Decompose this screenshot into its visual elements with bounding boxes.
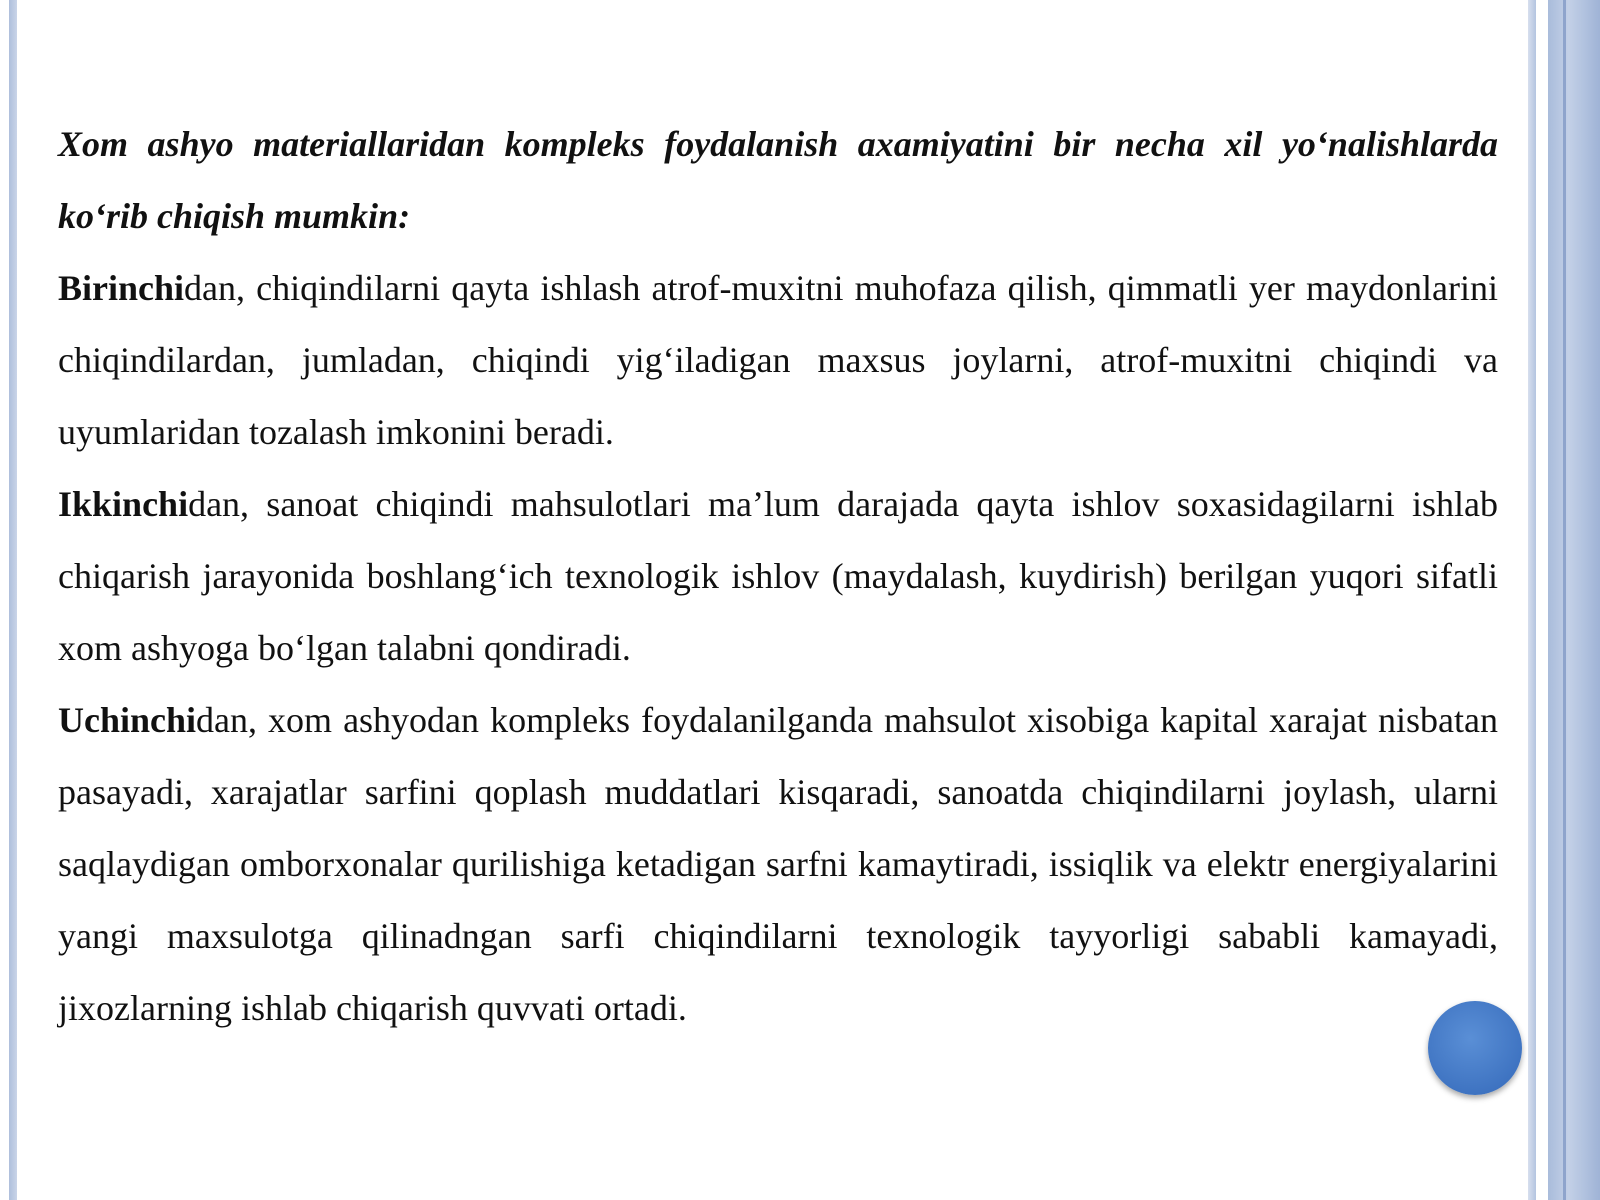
right-border-line xyxy=(1563,0,1566,1200)
paragraph-lead: Birinchi xyxy=(58,268,185,308)
paragraph-lead: Uchinchi xyxy=(58,700,197,740)
slide-body xyxy=(58,108,1498,1044)
right-border-strip xyxy=(1528,0,1536,1200)
circle-nav-button[interactable] xyxy=(1428,1001,1522,1095)
paragraph-first xyxy=(58,252,1498,468)
paragraph-second xyxy=(58,468,1498,684)
right-border-band xyxy=(1548,0,1600,1200)
right-border-gap xyxy=(1536,0,1548,1200)
intro-heading: Xom ashyo materiallaridan kompleks foydalanish axamiyatini bir necha xil yo‘nalishlarda ko‘rib chiqish mumkin: xyxy=(58,124,1498,236)
left-border-bar xyxy=(9,0,17,1200)
paragraph-text: dan, chiqindilarni qayta ishlash atrof-muxitni muhofaza qilish, qimmatli yer maydonlarini chiqindilardan, jumladan, chiqindi yig‘iladigan maxsus joylarni, atrof-muxitni chiqindi va uyumlaridan tozalash imkonini beradi. xyxy=(58,268,1498,452)
paragraph-third xyxy=(58,684,1498,1044)
paragraph-lead: Ikkinchi xyxy=(58,484,189,524)
paragraph-text: dan, xom ashyodan kompleks foydalanilganda mahsulot xisobiga kapital xarajat nisbatan pasayadi, xarajatlar sarfini qoplash muddatlari kisqaradi, sanoatda chiqindilarni joylash, ularni saqlaydigan omborxonalar qurilishiga ketadigan sarfni kamaytiradi, issiqlik va elektr energiyalarini yangi maxsulotga qilinadngan sarfi chiqindilarni texnologik tayyorligi sababli kamayadi, jixozlarning ishlab chiqarish quvvati ortadi. xyxy=(58,700,1498,1028)
paragraph-text: dan, sanoat chiqindi mahsulotlari ma’lum darajada qayta ishlov soxasidagilarni ishlab chiqarish jarayonida boshlang‘ich texnologik ishlov (maydalash, kuydirish) berilgan yuqori sifatli xom ashyoga bo‘lgan talabni qondiradi. xyxy=(58,484,1498,668)
